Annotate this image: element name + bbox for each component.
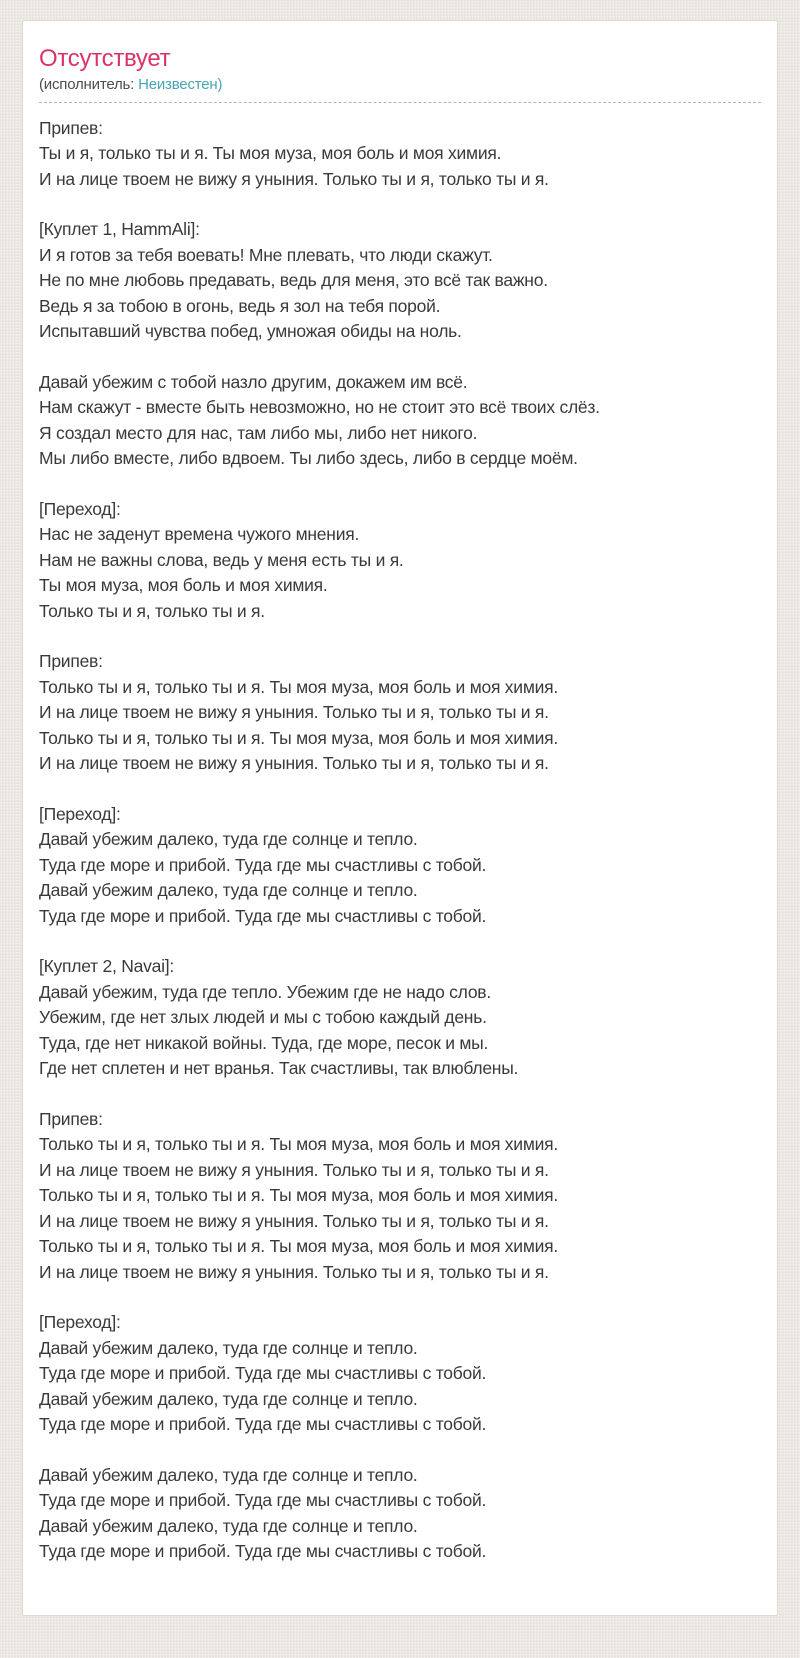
lyric-line: Давай убежим далеко, туда где солнце и тепло. xyxy=(39,829,418,850)
lyric-line: Туда где море и прибой. Туда где мы счастливы с тобой. xyxy=(39,1490,487,1511)
lyric-line: Только ты и я, только ты и я. Ты моя муза, моя боль и моя химия. xyxy=(39,1236,558,1257)
stanza-header: Припев: xyxy=(39,117,103,138)
lyric-line: Испытавший чувства побед, умножая обиды на ноль. xyxy=(39,321,462,342)
stanza xyxy=(39,1463,761,1565)
lyric-line: И на лице твоем не вижу я уныния. Только ты и я, только ты и я. xyxy=(39,1210,549,1231)
song-title: Отсутствует xyxy=(39,45,171,72)
song-header xyxy=(39,45,761,103)
lyrics-text xyxy=(39,116,761,1565)
lyric-line: Туда где море и прибой. Туда где мы счастливы с тобой. xyxy=(39,854,487,875)
lyric-line: Нам не важны слова, ведь у меня есть ты и я. xyxy=(39,549,404,570)
lyric-line: Туда где море и прибой. Туда где мы счастливы с тобой. xyxy=(39,1363,487,1384)
stanza xyxy=(39,497,761,625)
lyric-line: Туда, где нет никакой войны. Туда, где море, песок и мы. xyxy=(39,1032,489,1053)
stanza-header: [Переход]: xyxy=(39,1312,121,1333)
lyric-line: Давай убежим далеко, туда где солнце и тепло. xyxy=(39,880,418,901)
lyric-line: Нас не заденут времена чужого мнения. xyxy=(39,524,360,545)
stanza-header: [Куплет 2, Navai]: xyxy=(39,956,174,977)
lyric-line: Давай убежим с тобой назло другим, докажем им всё. xyxy=(39,371,468,392)
artist-label: (исполнитель: xyxy=(39,75,135,93)
stanza xyxy=(39,1107,761,1286)
stanza xyxy=(39,217,761,345)
lyric-line: Давай убежим далеко, туда где солнце и тепло. xyxy=(39,1388,418,1409)
lyric-line: Только ты и я, только ты и я. Ты моя муза, моя боль и моя химия. xyxy=(39,727,558,748)
lyric-line: Где нет сплетен и нет вранья. Так счастливы, так влюблены. xyxy=(39,1058,519,1079)
lyric-line: Только ты и я, только ты и я. xyxy=(39,600,265,621)
lyric-line: Туда где море и прибой. Туда где мы счастливы с тобой. xyxy=(39,1414,487,1435)
stanza-header: Припев: xyxy=(39,1108,103,1129)
stanza-header: [Куплет 1, HammAli]: xyxy=(39,219,200,240)
lyric-line: Давай убежим далеко, туда где солнце и тепло. xyxy=(39,1337,418,1358)
lyric-line: Не по мне любовь предавать, ведь для меня, это всё так важно. xyxy=(39,270,548,291)
lyric-line: И на лице твоем не вижу я уныния. Только ты и я, только ты и я. xyxy=(39,1261,549,1282)
stanza xyxy=(39,802,761,930)
lyric-line: Давай убежим, туда где тепло. Убежим где не надо слов. xyxy=(39,981,491,1002)
lyric-line: Ты и я, только ты и я. Ты моя муза, моя боль и моя химия. xyxy=(39,143,502,164)
artist-line xyxy=(39,76,761,93)
lyric-line: И я готов за тебя воевать! Мне плевать, что люди скажут. xyxy=(39,244,493,265)
lyric-line: Ты моя муза, моя боль и моя химия. xyxy=(39,575,328,596)
stanza-header: [Переход]: xyxy=(39,498,121,519)
lyric-line: И на лице твоем не вижу я уныния. Только ты и я, только ты и я. xyxy=(39,1159,549,1180)
lyric-line: И на лице твоем не вижу я уныния. Только ты и я, только ты и я. xyxy=(39,168,549,189)
lyric-line: Туда где море и прибой. Туда где мы счастливы с тобой. xyxy=(39,905,487,926)
stanza xyxy=(39,649,761,777)
lyric-line: Я создал место для нас, там либо мы, либо нет никого. xyxy=(39,422,478,443)
lyric-line: И на лице твоем не вижу я уныния. Только ты и я, только ты и я. xyxy=(39,753,549,774)
lyric-line: Мы либо вместе, либо вдвоем. Ты либо здесь, либо в сердце моём. xyxy=(39,448,578,469)
lyric-line: Только ты и я, только ты и я. Ты моя муза, моя боль и моя химия. xyxy=(39,1185,558,1206)
lyric-line: И на лице твоем не вижу я уныния. Только ты и я, только ты и я. xyxy=(39,702,549,723)
lyric-line: Давай убежим далеко, туда где солнце и тепло. xyxy=(39,1464,418,1485)
lyric-line: Только ты и я, только ты и я. Ты моя муза, моя боль и моя химия. xyxy=(39,1134,558,1155)
stanza xyxy=(39,954,761,1082)
lyric-line: Туда где море и прибой. Туда где мы счастливы с тобой. xyxy=(39,1541,487,1562)
artist-link[interactable]: Неизвестен xyxy=(138,75,218,93)
lyrics-card xyxy=(22,20,778,1616)
stanza xyxy=(39,370,761,472)
lyric-line: Давай убежим далеко, туда где солнце и тепло. xyxy=(39,1515,418,1536)
stanza xyxy=(39,1310,761,1438)
lyric-line: Нам скажут - вместе быть невозможно, но не стоит это всё твоих слёз. xyxy=(39,397,600,418)
stanza xyxy=(39,116,761,193)
lyric-line: Ведь я за тобою в огонь, ведь я зол на тебя порой. xyxy=(39,295,441,316)
stanza-header: Припев: xyxy=(39,651,103,672)
lyric-line: Только ты и я, только ты и я. Ты моя муза, моя боль и моя химия. xyxy=(39,676,558,697)
artist-label-close: ) xyxy=(217,75,223,93)
lyric-line: Убежим, где нет злых людей и мы с тобою каждый день. xyxy=(39,1007,487,1028)
stanza-header: [Переход]: xyxy=(39,803,121,824)
